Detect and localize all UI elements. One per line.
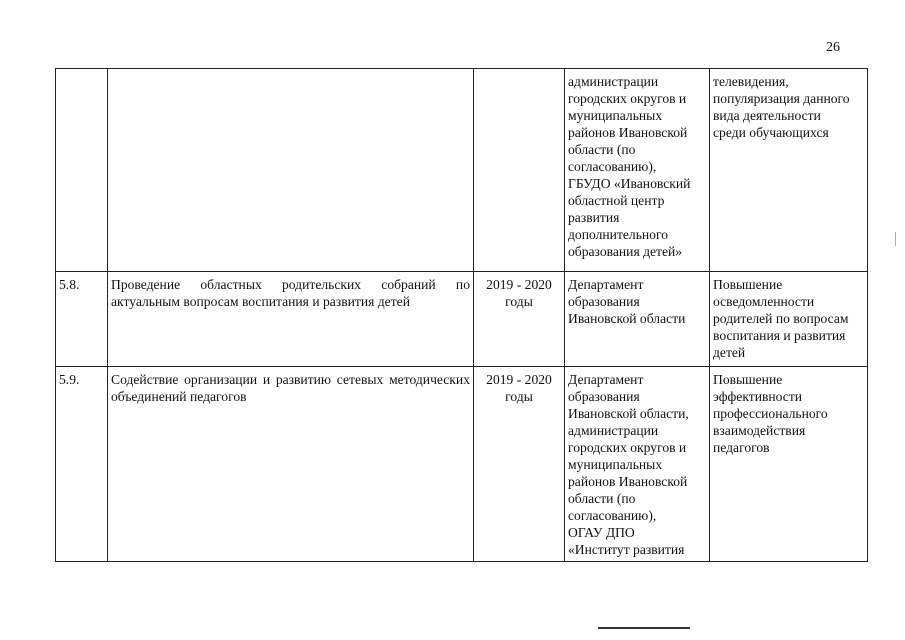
table-row [56,367,868,562]
period-line: 2019 - 2020 [486,372,552,387]
result-line: профессионального [713,406,828,421]
result-line: педагогов [713,440,770,455]
executor-line: областной центр [568,193,665,208]
executor-line: районов Ивановской [568,125,688,140]
executor-line: ГБУДО «Ивановский [568,176,691,191]
result-line: среди обучающихся [713,125,829,140]
executor-line: муниципальных [568,108,663,123]
executor-line: образования [568,389,640,404]
executor-line: Департамент [568,277,644,292]
row-number-cell: 5.8. [56,272,108,367]
period-cell [474,367,565,562]
executor-line: дополнительного [568,227,669,242]
period-cell [474,69,565,272]
result-line: вида деятельности [713,108,821,123]
result-cell [710,272,868,367]
scan-mark-line [598,627,690,629]
result-line: эффективности [713,389,803,404]
row-number-cell [56,69,108,272]
executor-line: образования [568,294,640,309]
period-cell [474,272,565,367]
executor-line: администрации [568,423,659,438]
executor-line: согласованию), [568,508,657,523]
scan-margin-mark [895,232,896,246]
executor-line: ОГАУ ДПО [568,525,635,540]
executor-line: образования детей» [568,244,683,259]
table-row [56,272,868,367]
result-line: воспитания и развития [713,328,846,343]
page-number: 26 [826,40,840,55]
executor-line: городских округов и [568,440,687,455]
result-line: телевидения, [713,74,789,89]
event-cell: Проведение областных родительских собраний по актуальным вопросам воспитания и развития детей [108,272,474,367]
executor-line: области (по [568,491,636,506]
executor-line: Ивановской области, [568,406,689,421]
event-cell [108,69,474,272]
result-line: взаимодействия [713,423,806,438]
executor-line: развития [568,210,620,225]
result-cell [710,367,868,562]
event-cell: Содействие организации и развитию сетевых методических объединений педагогов [108,367,474,562]
period-line: годы [505,294,533,309]
executor-line: согласованию), [568,159,657,174]
table-row [56,69,868,272]
period-line: 2019 - 2020 [486,277,552,292]
executor-line: области (по [568,142,636,157]
executor-cell [565,69,710,272]
executor-line: городских округов и [568,91,687,106]
result-line: детей [713,345,746,360]
result-cell [710,69,868,272]
executor-cell [565,272,710,367]
executor-line: муниципальных [568,457,663,472]
result-line: родителей по вопросам [713,311,849,326]
period-line: годы [505,389,533,404]
row-number-cell: 5.9. [56,367,108,562]
result-line: популяризация данного [713,91,850,106]
executor-line: администрации [568,74,659,89]
executor-line: районов Ивановской [568,474,688,489]
result-line: Повышение [713,277,783,292]
executor-line: Департамент [568,372,644,387]
result-line: Повышение [713,372,783,387]
executor-cell [565,367,710,562]
activities-table [55,68,868,562]
executor-line: «Институт развития [568,542,685,557]
executor-line: Ивановской области [568,311,686,326]
result-line: осведомленности [713,294,815,309]
